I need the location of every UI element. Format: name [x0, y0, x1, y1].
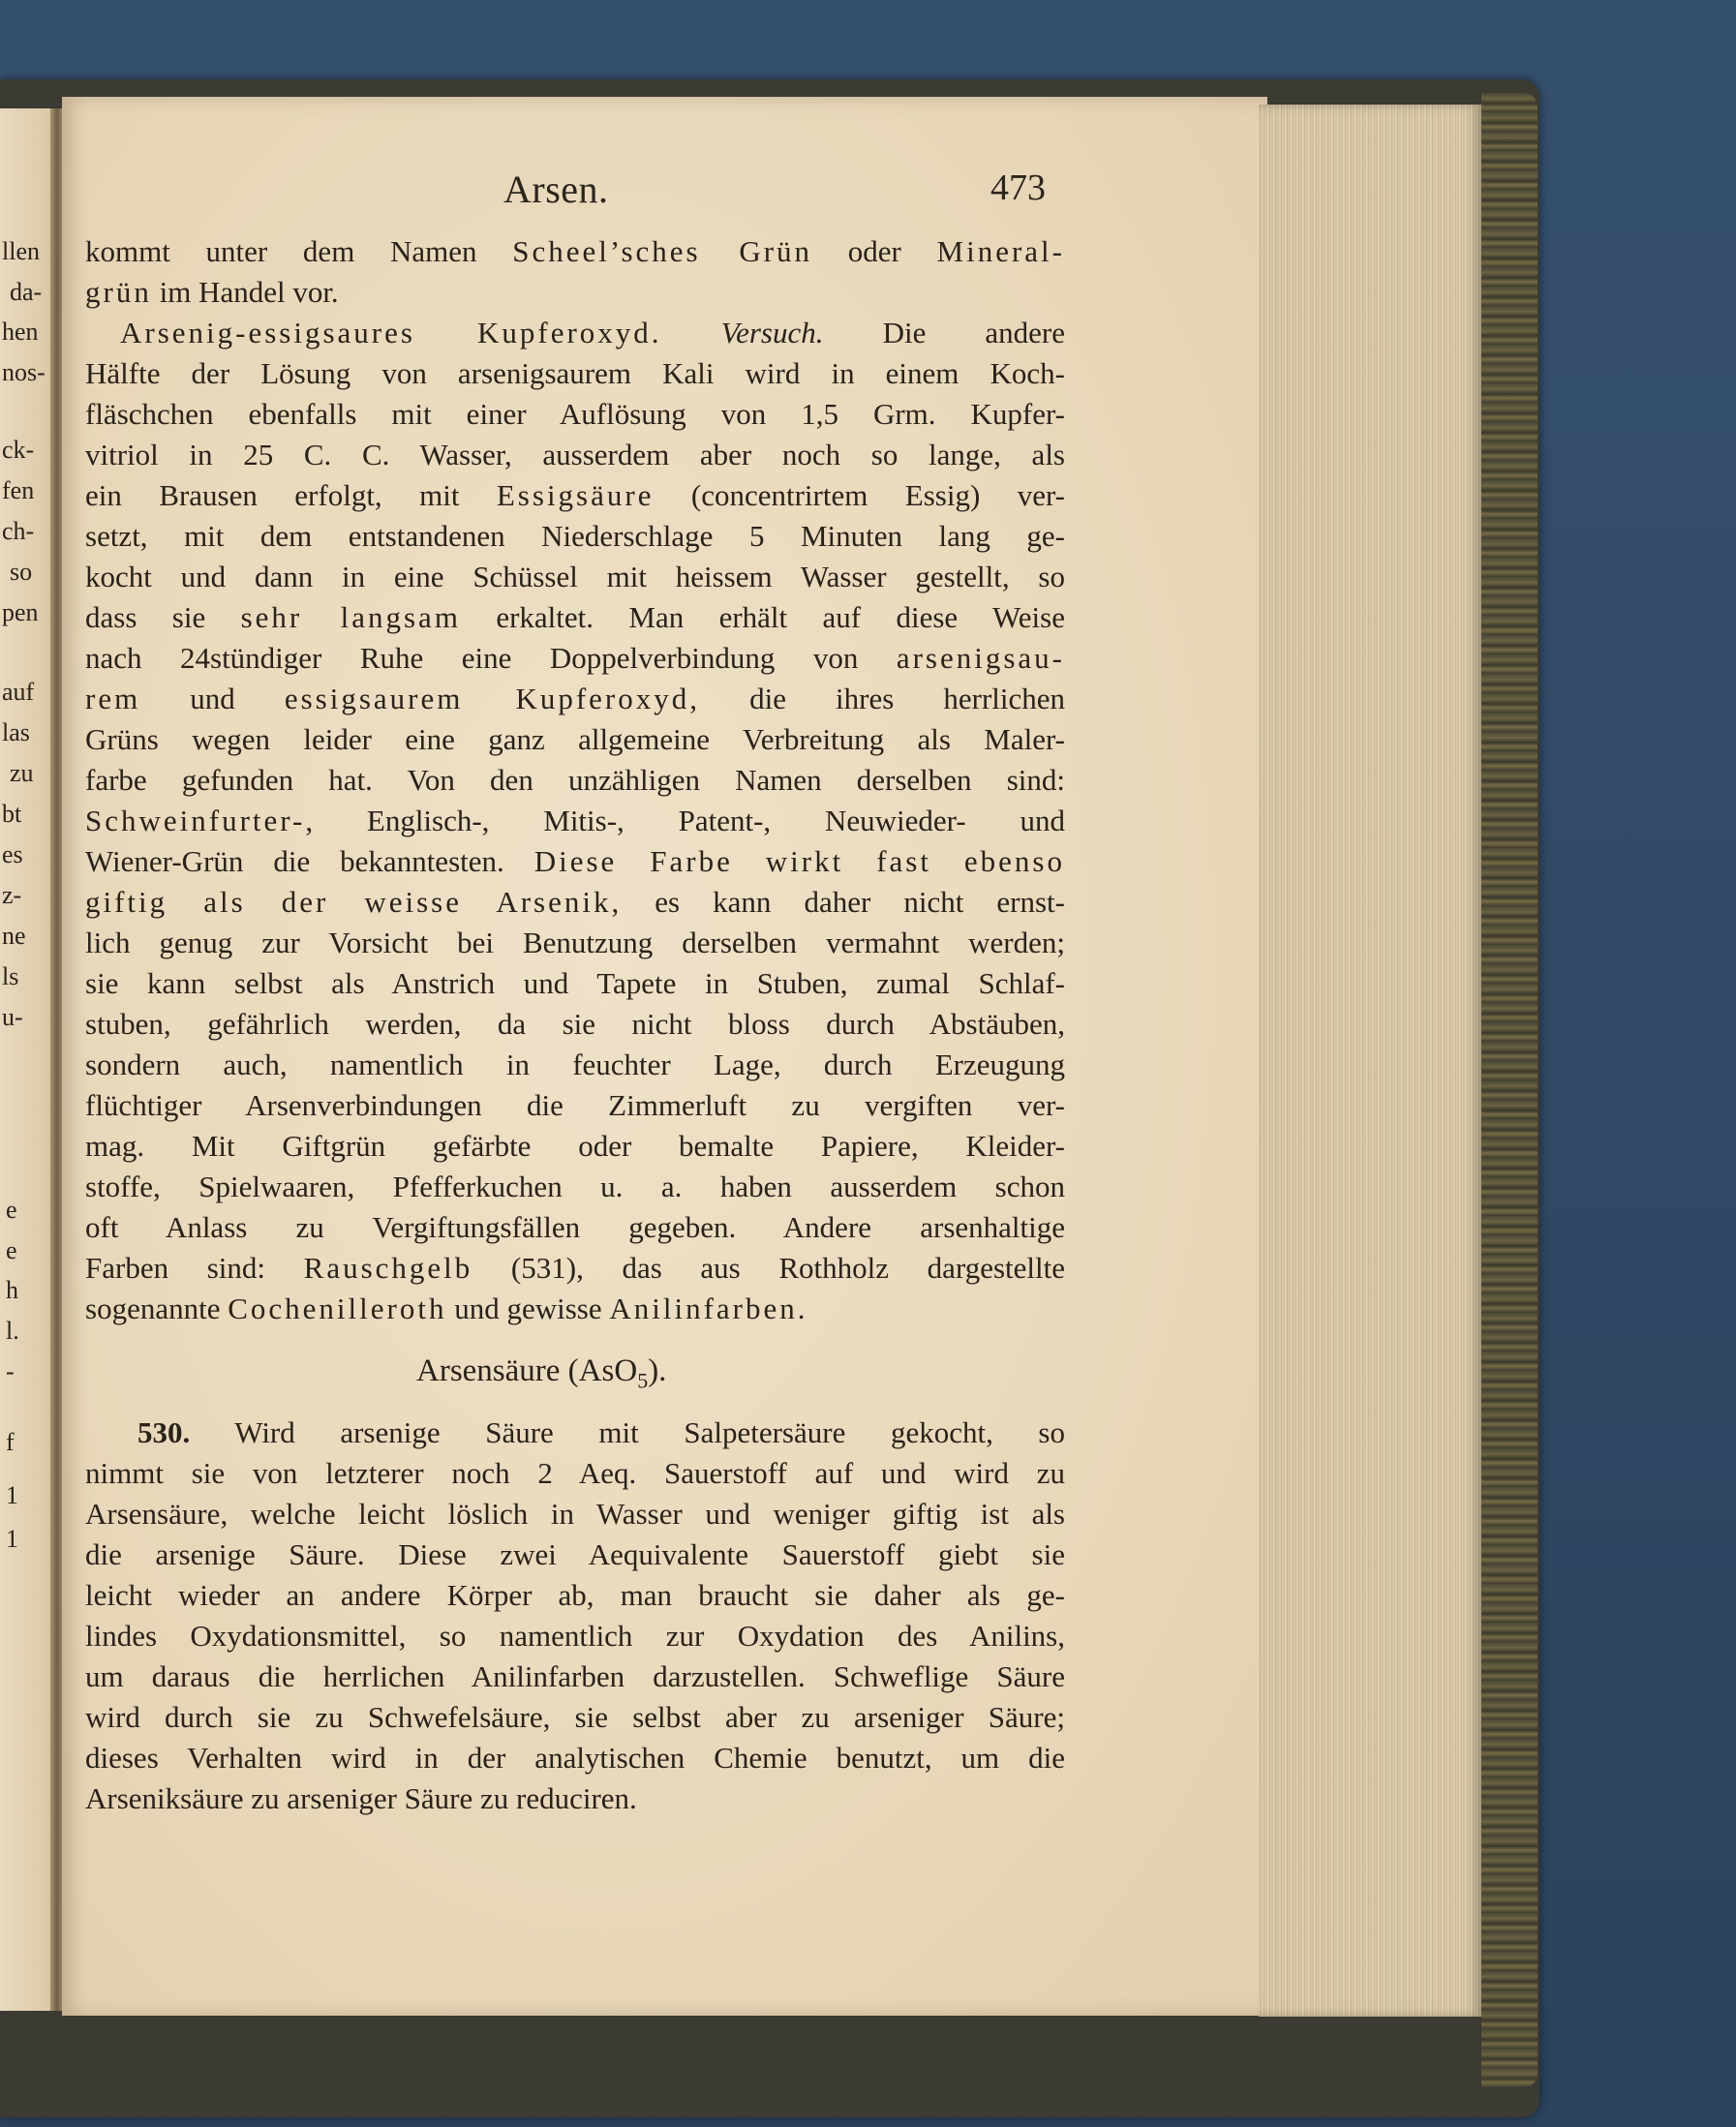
left-fragment: ne [2, 922, 26, 950]
text-line: kocht und dann in eine Schüssel mit heissem Wasser gestellt, so [85, 560, 1065, 593]
left-fragment: auf [2, 678, 35, 706]
text-line: 530. Wird arsenige Säure mit Salpetersäure gekocht, so [85, 1413, 1065, 1452]
text-line: nach 24stündiger Ruhe eine Doppelverbindung von arsenigsau- [85, 641, 1065, 675]
left-fragment: 1 [6, 1525, 18, 1553]
text-line: Schweinfurter-, Englisch-, Mitis-, Patent-, Neuwieder- und [85, 804, 1065, 837]
text-line: sondern auch, namentlich in feuchter Lage, durch Erzeugung [85, 1048, 1065, 1081]
text-line: die arsenige Säure. Diese zwei Aequivalente Sauerstoff giebt sie [85, 1537, 1065, 1571]
text-line: giftig als der weisse Arsenik, es kann daher nicht ernst- [85, 885, 1065, 919]
text-line: rem und essigsaurem Kupferoxyd, die ihres herrlichen [85, 682, 1066, 715]
text-line: oft Anlass zu Vergiftungsfällen gegeben. Andere arsenhaltige [85, 1210, 1065, 1244]
text-line: Arsensäure, welche leicht löslich in Wasser und weniger giftig ist als [85, 1497, 1065, 1531]
left-fragment: e [6, 1196, 17, 1224]
page-edge-stack [1259, 105, 1481, 2017]
page-number: 473 [990, 167, 1046, 208]
text-line: stoffe, Spielwaaren, Pfefferkuchen u. a. haben ausserdem schon [85, 1170, 1065, 1203]
left-fragment: so [10, 558, 33, 586]
text-line: sogenannte Cochenilleroth und gewisse Anilinfarben. [85, 1291, 806, 1325]
left-fragment: da- [10, 278, 43, 306]
left-fragment: zu [10, 759, 34, 787]
running-head: Arsen. [503, 167, 609, 211]
text-line: mag. Mit Giftgrün gefärbte oder bemalte Papiere, Kleider- [85, 1129, 1065, 1163]
left-fragment: nos- [2, 358, 46, 386]
left-page [0, 108, 56, 2011]
book-spine-edge [1481, 93, 1538, 2087]
text-line: um daraus die herrlichen Anilinfarben darzustellen. Schweflige Säure [85, 1659, 1065, 1693]
left-fragment: ch- [2, 517, 35, 545]
left-fragment: ls [2, 962, 19, 990]
text-line: nimmt sie von letzterer noch 2 Aeq. Sauerstoff auf und wird zu [85, 1456, 1065, 1490]
left-fragment: u- [2, 1003, 23, 1031]
text-line: dieses Verhalten wird in der analytischen Chemie benutzt, um die [85, 1741, 1065, 1775]
text-line: Farben sind: Rauschgelb (531), das aus Rothholz dargestellte [85, 1251, 1065, 1285]
left-fragment: - [6, 1357, 15, 1385]
left-fragment: pen [2, 598, 39, 626]
left-fragment: las [2, 718, 30, 746]
section-heading: Arsensäure (AsO$_5$). [416, 1353, 667, 1393]
text-line: fläschchen ebenfalls mit einer Auflösung von 1,5 Grm. Kupfer- [85, 397, 1065, 431]
left-fragment: llen [2, 237, 40, 265]
text-line: Arsenig-essigsaures Kupferoxyd. Versuch. Die andere [120, 316, 1065, 349]
text-line: Grüns wegen leider eine ganz allgemeine Verbreitung als Maler- [85, 722, 1065, 756]
text-line: leicht wieder an andere Körper ab, man braucht sie daher als ge- [85, 1578, 1065, 1612]
text-line: lindes Oxydationsmittel, so namentlich zur Oxydation des Anilins, [85, 1619, 1065, 1653]
left-fragment: fen [2, 476, 35, 504]
text-line: kommt unter dem Namen Scheel’sches Grün oder Mineral- [85, 234, 1065, 268]
text-line: sie kann selbst als Anstrich und Tapete in Stuben, zumal Schlaf- [85, 966, 1065, 1000]
text-line: stuben, gefährlich werden, da sie nicht bloss durch Abstäuben, [85, 1007, 1065, 1041]
text-line: wird durch sie zu Schwefelsäure, sie selbst aber zu arseniger Säure; [85, 1700, 1065, 1734]
left-fragment: hen [2, 318, 39, 346]
left-fragment: z- [2, 881, 22, 909]
left-fragment: es [2, 840, 23, 868]
text-line: ein Brausen erfolgt, mit Essigsäure (concentrirtem Essig) ver- [85, 478, 1065, 512]
left-fragment: h [6, 1276, 18, 1304]
left-fragment: f [6, 1428, 15, 1456]
left-fragment: ck- [2, 436, 35, 464]
text-line: vitriol in 25 C. C. Wasser, ausserdem aber noch so lange, als [85, 438, 1065, 471]
left-fragment: e [6, 1236, 17, 1264]
text-line: Hälfte der Lösung von arsenigsaurem Kali wird in einem Koch- [85, 356, 1065, 390]
text-line: Wiener-Grün die bekanntesten. Diese Farbe wirkt fast ebenso [85, 844, 1065, 878]
text-line: flüchtiger Arsenverbindungen die Zimmerluft zu vergiften ver- [85, 1088, 1065, 1122]
text-line: grün im Handel vor. [85, 275, 339, 309]
left-fragment: l. [6, 1317, 19, 1345]
text-line: farbe gefunden hat. Von den unzähligen Namen derselben sind: [85, 763, 1065, 797]
paragraph-number: 530. [137, 1415, 191, 1449]
left-fragment: bt [2, 800, 22, 828]
text-line: dass sie sehr langsam erkaltet. Man erhält auf diese Weise [85, 600, 1065, 634]
text-line: Arseniksäure zu arseniger Säure zu reduciren. [85, 1781, 637, 1815]
text-line: setzt, mit dem entstandenen Niederschlage 5 Minuten lang ge- [85, 519, 1065, 553]
left-fragment: 1 [6, 1481, 18, 1509]
text-line: lich genug zur Vorsicht bei Benutzung derselben vermahnt werden; [85, 926, 1065, 959]
